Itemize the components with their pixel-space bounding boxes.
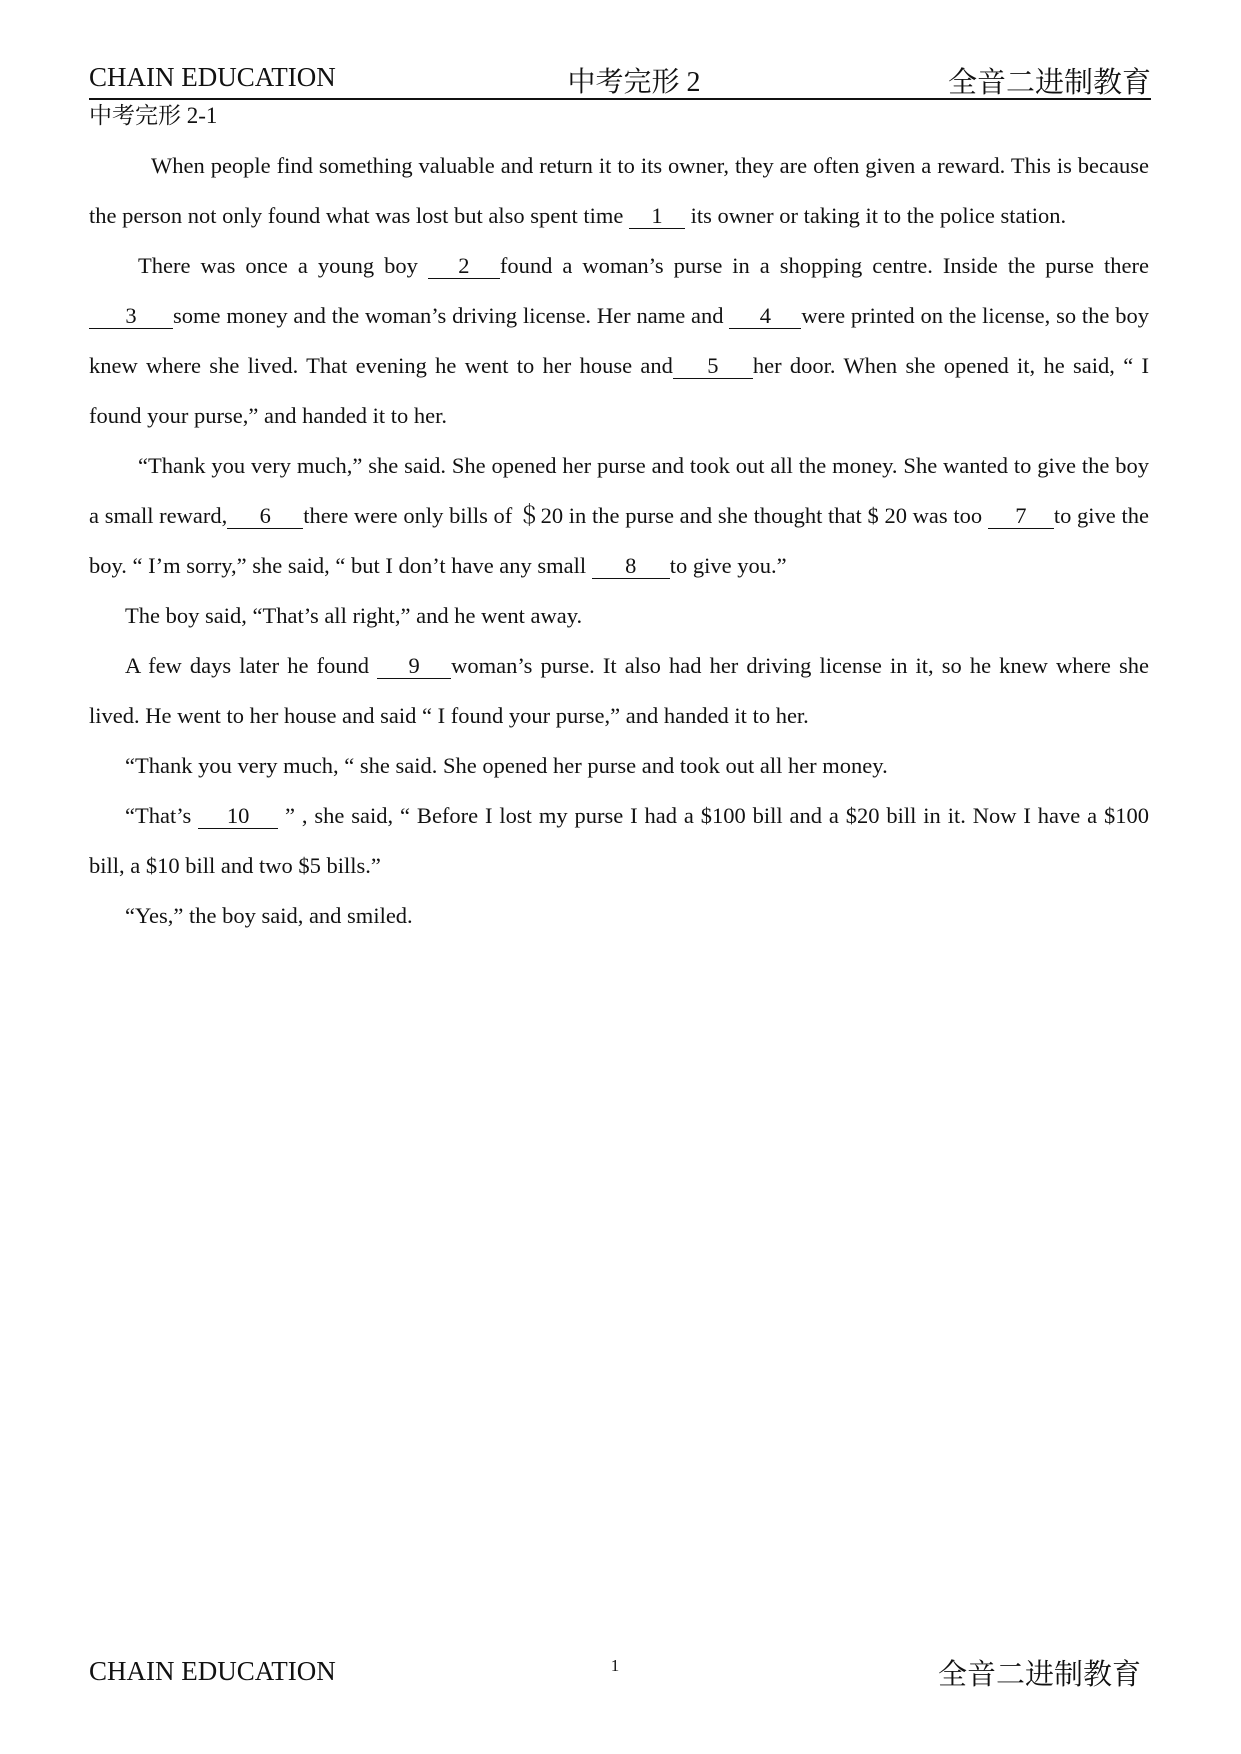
- text-run: to give the boy. “ I’m sorry,” she said, “ but I don’t have any small: [89, 503, 1149, 578]
- blank-7: 7: [988, 504, 1054, 529]
- text-run: ” , she said, “ Before I lost my purse I had a $100 bill and a $20 bill in it. Now I have a $100 bill, a $10 bill and two $5 bills.”: [89, 803, 1149, 878]
- header-brand: CHAIN EDUCATION: [89, 62, 336, 92]
- text-run: A few days later he found: [125, 653, 378, 678]
- paragraph-5: [89, 641, 1149, 741]
- text-run: to give you.”: [669, 553, 787, 578]
- text-run: The boy said, “That’s all right,” and he went away.: [125, 603, 583, 628]
- blank-2: 2: [428, 254, 500, 279]
- text-run: “Thank you very much,” she said. She opened her purse and took out all the money. She wanted to give the boy a small reward,: [89, 453, 1149, 528]
- blank-1: 1: [629, 204, 685, 229]
- page-header: [89, 58, 1151, 100]
- paragraph-4: [89, 591, 1149, 641]
- blank-10: 10: [198, 804, 278, 829]
- text-run: found a woman’s purse in a shopping centre. Inside the purse there: [499, 253, 1149, 278]
- text-run: were printed on the license, so the boy knew where she lived. That evening he went to her house and: [89, 303, 1149, 378]
- blank-3: 3: [89, 304, 173, 329]
- paragraph-2: [89, 241, 1149, 441]
- paragraph-7: [89, 791, 1149, 891]
- blank-6: 6: [227, 504, 303, 529]
- text-run: “Yes,” the boy said, and smiled.: [125, 903, 413, 928]
- section-title: 中考完形 2-1: [89, 103, 218, 128]
- text-run: its owner or taking it to the police station.: [684, 203, 1067, 228]
- footer-brand: CHAIN EDUCATION: [89, 1656, 336, 1686]
- text-run: woman’s purse. It also had her driving license in it, so he knew where she lived. He went to her house and said “ I found your purse,” and handed it to her.: [89, 653, 1149, 728]
- blank-9: 9: [377, 654, 451, 679]
- text-run: “Thank you very much, “ she said. She opened her purse and took out all her money.: [125, 753, 888, 778]
- footer-brand-chinese: 全音二进制教育: [938, 1659, 1142, 1691]
- passage: [89, 141, 1149, 941]
- text-run: her door. When she opened it, he said, “ I found your purse,” and handed it to her.: [89, 353, 1149, 428]
- paragraph-8: [89, 891, 1149, 941]
- text-run: There was once a young boy: [138, 253, 428, 278]
- text-run: “That’s: [125, 803, 199, 828]
- text-run: When people find something valuable and return it to its owner, they are often given a reward. This is because the person not only found what was lost but also spent time: [89, 153, 1149, 228]
- header-brand-chinese: 全音二进制教育: [947, 67, 1151, 99]
- header-title: 中考完形 2: [567, 67, 701, 98]
- blank-8: 8: [592, 554, 670, 579]
- blank-5: 5: [673, 354, 753, 379]
- paragraph-1: [89, 141, 1149, 241]
- text-run: some money and the woman’s driving license. Her name and: [173, 303, 730, 328]
- paragraph-3: [89, 441, 1149, 591]
- page-number: 1: [610, 1656, 620, 1675]
- blank-4: 4: [729, 304, 801, 329]
- paragraph-6: [89, 741, 1149, 791]
- text-run: there were only bills of ＄20 in the purse and she thought that $ 20 was too: [303, 503, 988, 528]
